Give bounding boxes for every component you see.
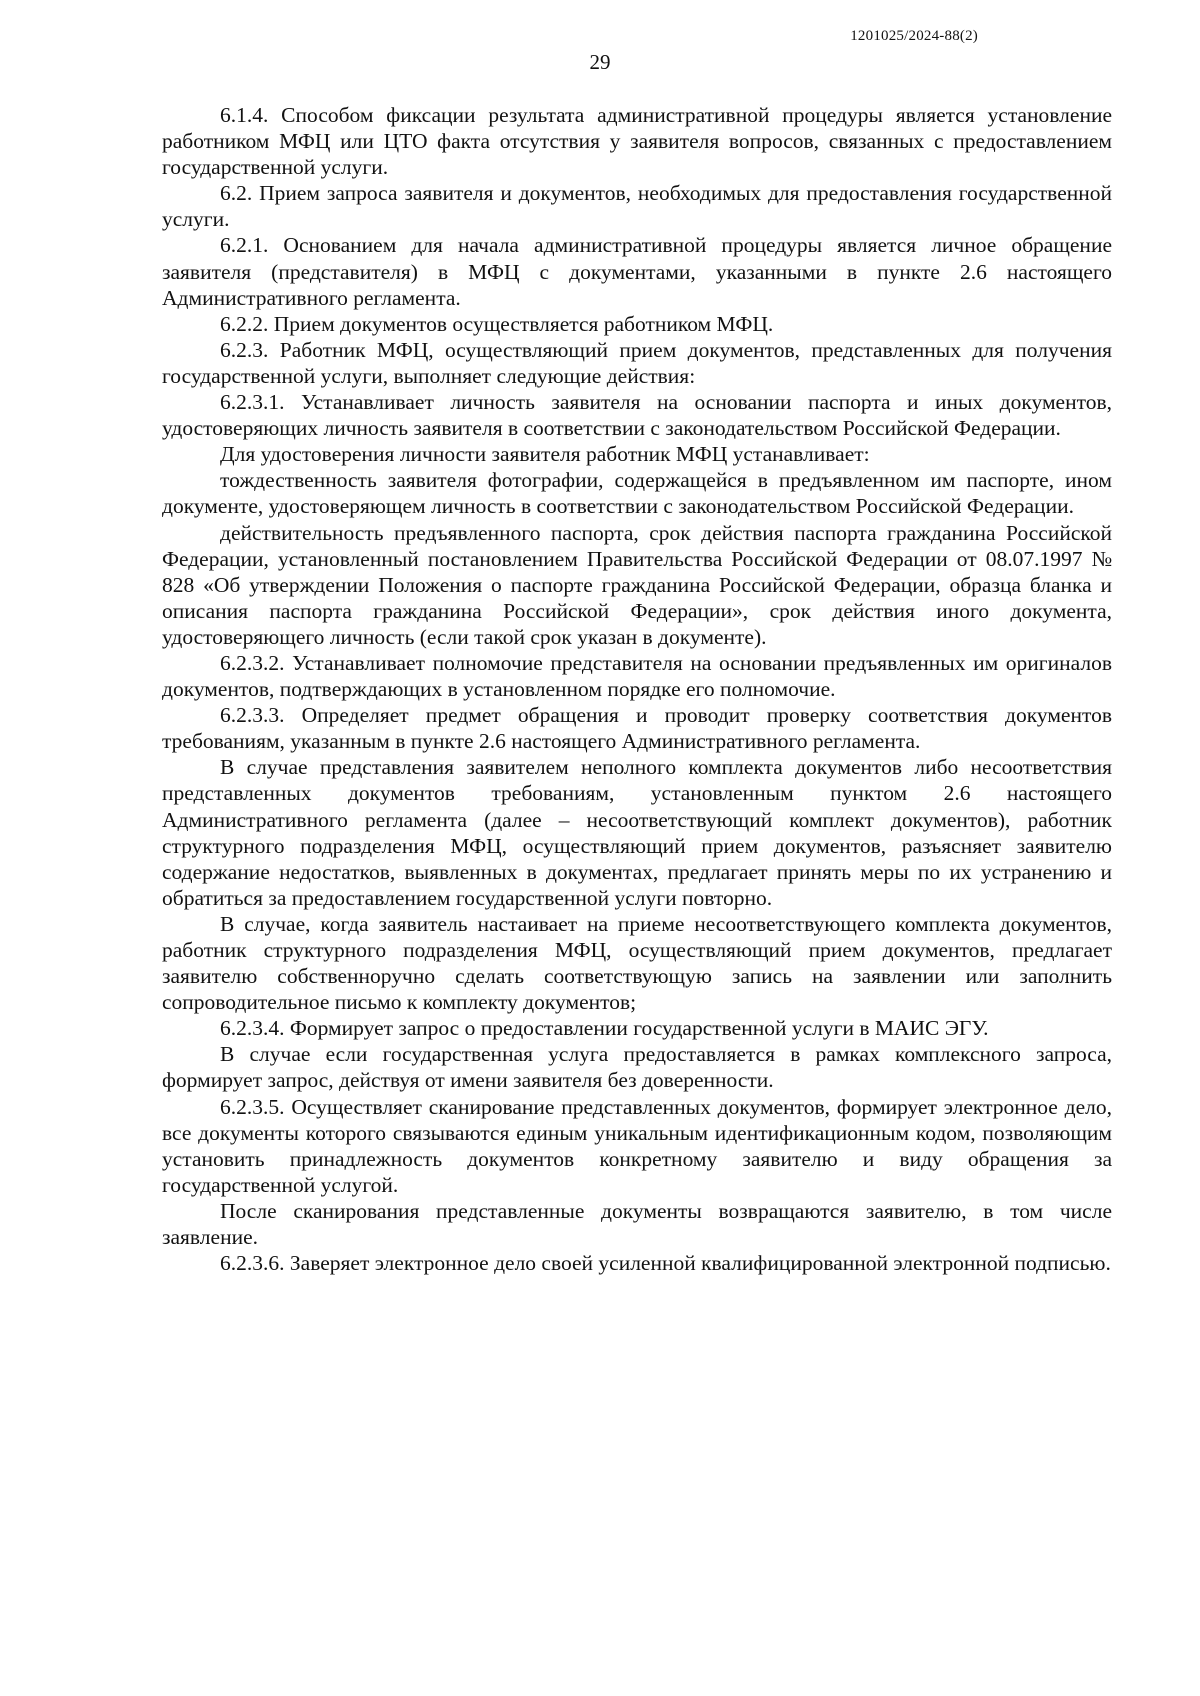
paragraph-6-2-3-4: 6.2.3.4. Формирует запрос о предоставлении государственной услуги в МАИС ЭГУ. (220, 1016, 989, 1041)
paragraph-6-2-3-5: 6.2.3.5. Осуществляет сканирование представленных документов, формирует электронное дело, все документы которого связываются единым уникальным идентификационным кодом, позволяющим установить принадлежность документов конкретному заявителю и виду обращения за государственной услугой. (162, 1094, 1112, 1197)
paragraph-6-2-1: 6.2.1. Основанием для начала административной процедуры является личное обращение заявителя (представителя) в МФЦ с документами, указанными в пункте 2.6 настоящего Административного регламента. (162, 233, 1112, 310)
document-body (162, 102, 1112, 1276)
document-registration-number: 1201025/2024-88(2) (850, 28, 978, 44)
page-number: 29 (589, 50, 611, 74)
paragraph-documents-returned: После сканирования представленные документы возвращаются заявителю, в том числе заявление. (162, 1198, 1112, 1250)
paragraph-identity-photo: тождественность заявителя фотографии, содержащейся в предъявленном им паспорте, ином документе, удостоверяющем личность в соответствии с законодательством Российской Федерации. (162, 468, 1112, 519)
paragraph-6-2: 6.2. Прием запроса заявителя и документов, необходимых для предоставления государственной услуги. (162, 181, 1112, 232)
paragraph-applicant-insists: В случае, когда заявитель настаивает на приеме несоответствующего комплекта документов, работник структурного подразделения МФЦ, осуществляющий прием документов, предлагает заявителю собственноручно сделать соответствующую запись на заявлении или заполнить сопроводительное письмо к комплекту документов; (162, 911, 1112, 1015)
paragraph-6-2-2: 6.2.2. Прием документов осуществляется работником МФЦ. (220, 311, 774, 336)
paragraph-incomplete-set: В случае представления заявителем неполного комплекта документов либо несоответствия представленных документов требованиям, установленным пунктом 2.6 настоящего Административного регламента (далее – несоответствующий комплект документов), работник структурного подразделения МФЦ, осуществляющий прием документов, разъясняет заявителю содержание недостатков, выявленных в документах, предлагает принять меры по их устранению и обратиться за предоставлением государственной услуги повторно. (162, 755, 1112, 910)
paragraph-passport-validity: действительность предъявленного паспорта, срок действия паспорта гражданина Российской Федерации, установленный постановлением Правительства Российской Федерации от 08.07.1997 № 828 «Об утверждении Положения о паспорте гражданина Российской Федерации, образца бланка и описания паспорта гражданина Российской Федерации», срок действия иного документа, удостоверяющего личность (если такой срок указан в документе). (162, 520, 1112, 649)
paragraph-6-2-3-6: 6.2.3.6. Заверяет электронное дело своей усиленной квалифицированной электронной подписью. (220, 1251, 1111, 1276)
paragraph-complex-request: В случае если государственная услуга предоставляется в рамках комплексного запроса, формирует запрос, действуя от имени заявителя без доверенности. (162, 1042, 1112, 1093)
paragraph-6-2-3-3: 6.2.3.3. Определяет предмет обращения и проводит проверку соответствия документов требованиям, указанным в пункте 2.6 настоящего Административного регламента. (162, 703, 1112, 754)
paragraph-6-2-3-2: 6.2.3.2. Устанавливает полномочие представителя на основании предъявленных им оригиналов документов, подтверждающих в установленном порядке его полномочие. (162, 650, 1112, 702)
paragraph-identity-intro: Для удостоверения личности заявителя работник МФЦ устанавливает: (220, 442, 870, 467)
paragraph-6-1-4: 6.1.4. Способом фиксации результата административной процедуры является установление работником МФЦ или ЦТО факта отсутствия у заявителя вопросов, связанных с предоставлением государственной услуги. (162, 103, 1112, 180)
paragraph-6-2-3: 6.2.3. Работник МФЦ, осуществляющий прием документов, представленных для получения государственной услуги, выполняет следующие действия: (162, 337, 1112, 388)
paragraph-6-2-3-1: 6.2.3.1. Устанавливает личность заявителя на основании паспорта и иных документов, удостоверяющих личность заявителя в соответствии с законодательством Российской Федерации. (162, 390, 1112, 441)
